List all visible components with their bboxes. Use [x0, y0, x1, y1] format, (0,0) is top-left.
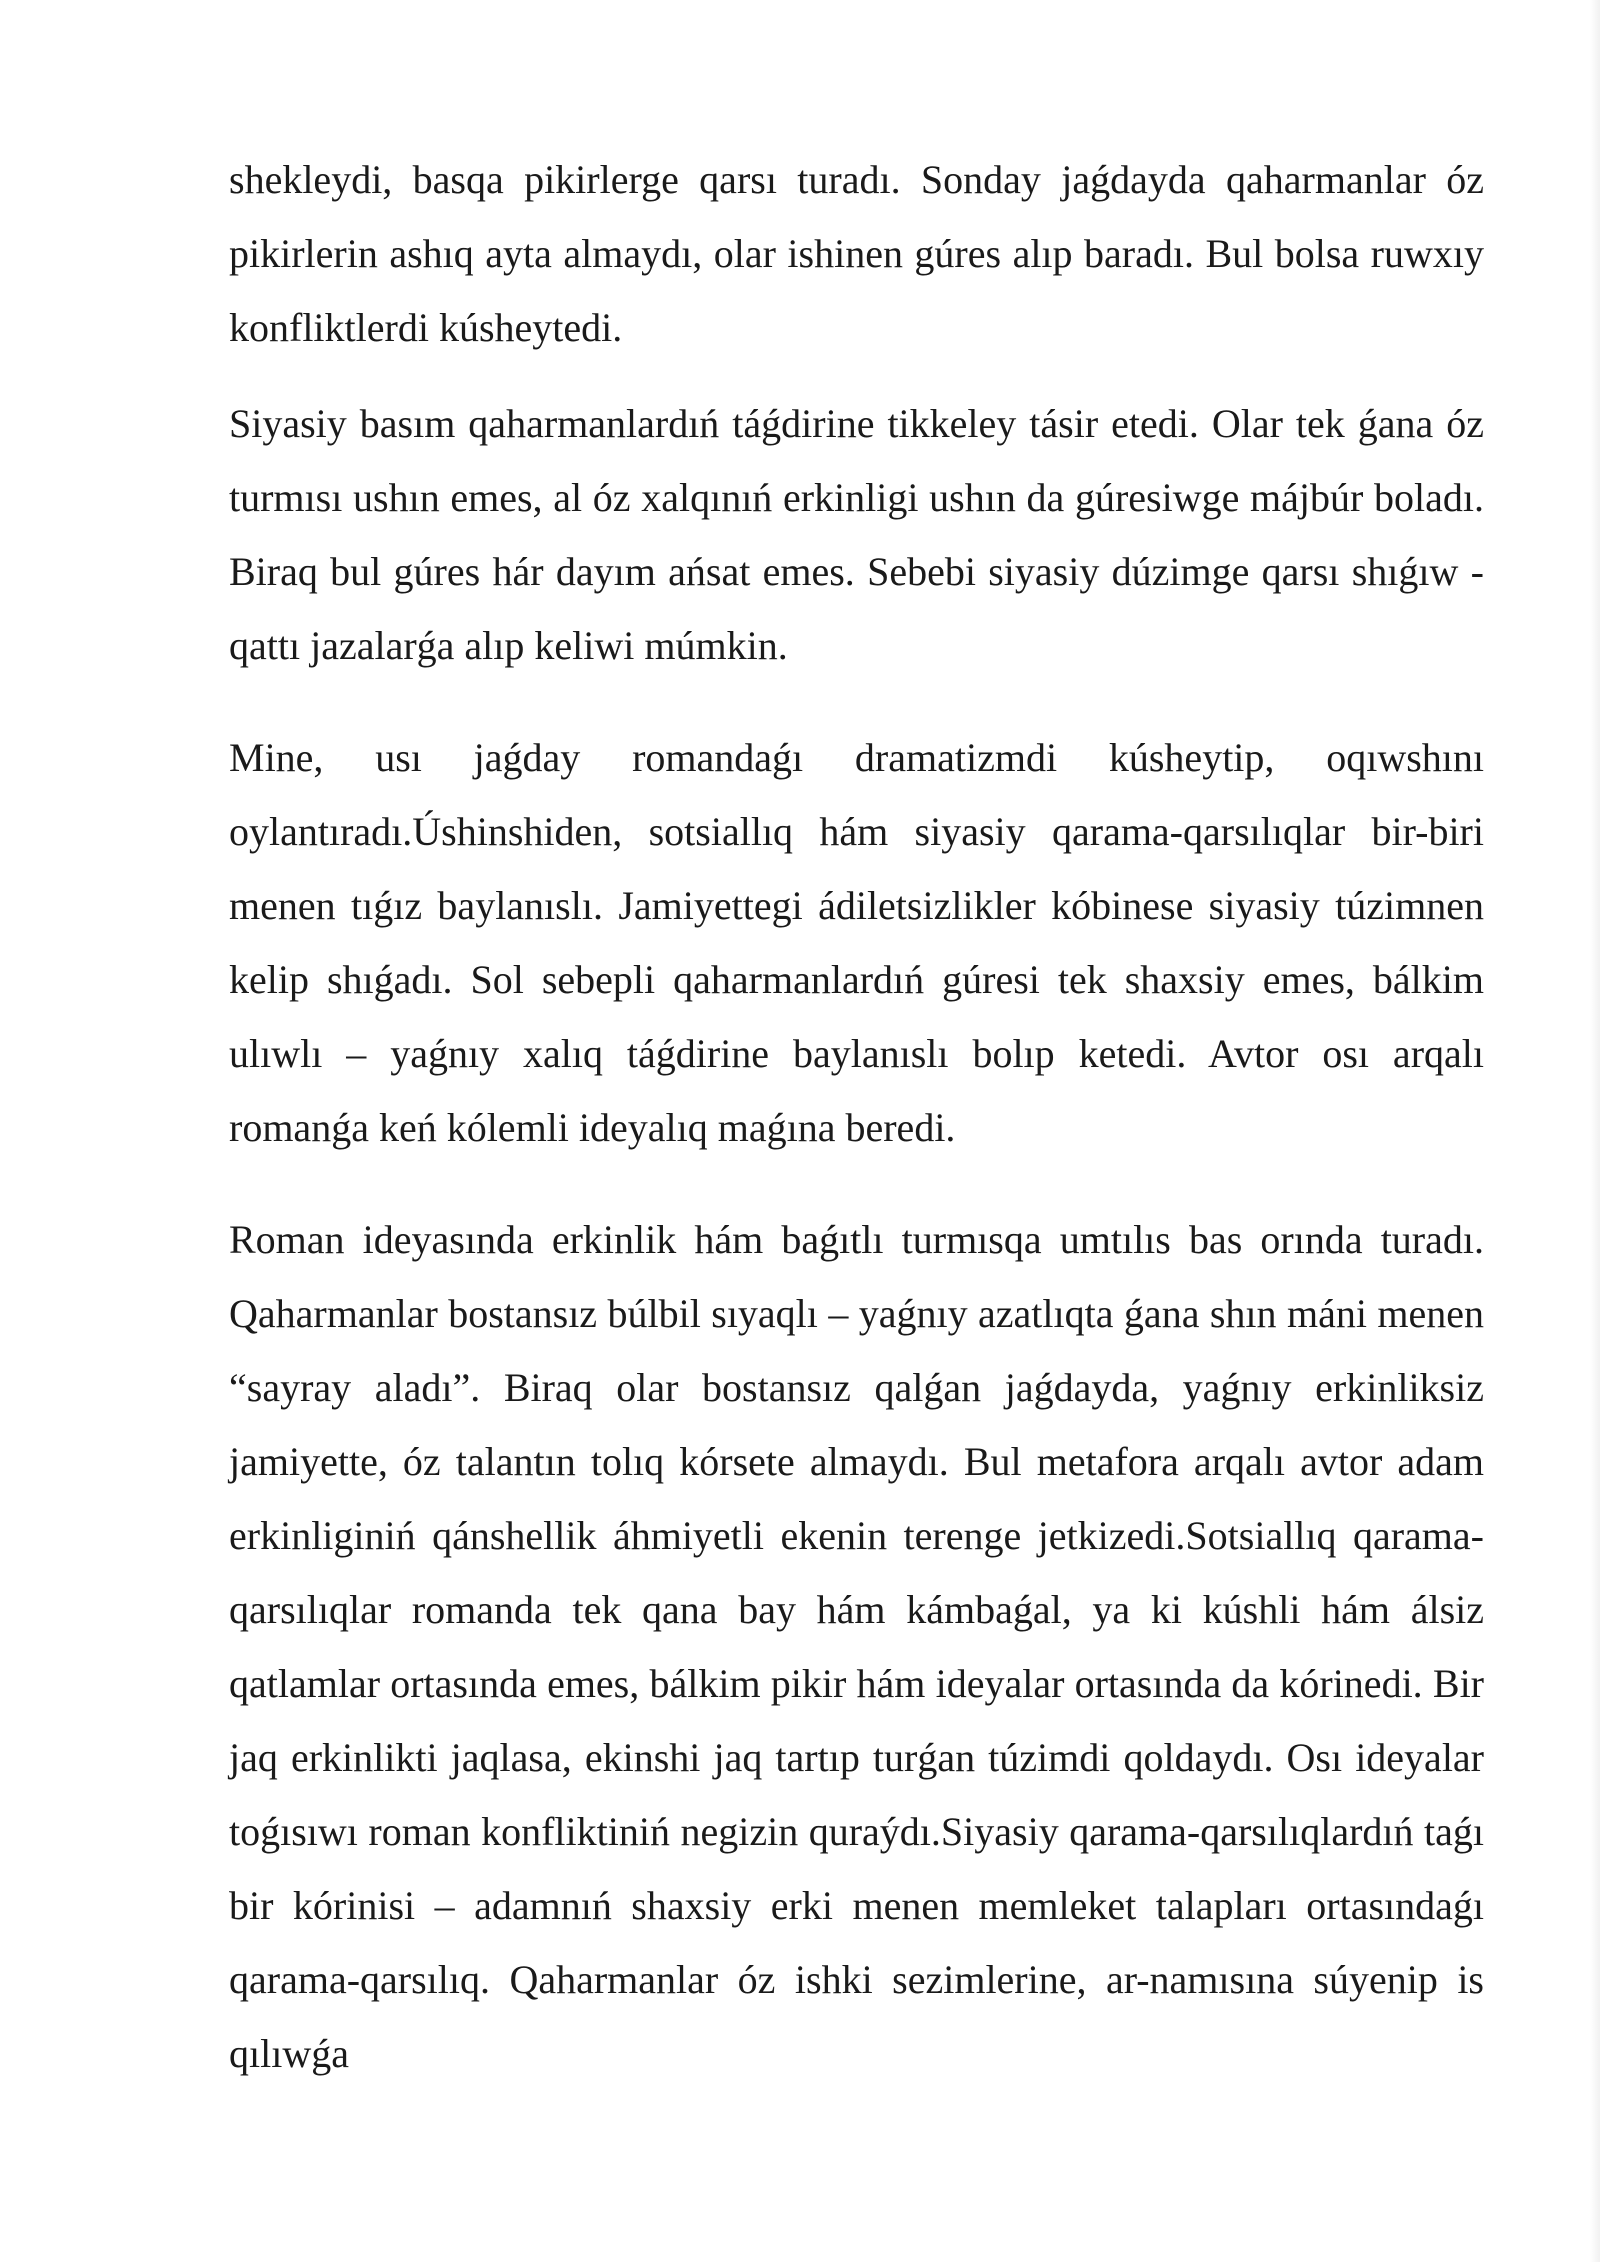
paragraph: Roman ideyasında erkinlik hám baǵıtlı turmısqa umtılıs bas orında turadı. Qaharmanlar bostansız búlbil sıyaqlı – yaǵnıy azatlıqta ǵana shın máni menen “sayray aladı”. Biraq olar bostansız qalǵan jaǵdayda, yaǵnıy erkinliksiz jamiyette, óz talantın tolıq kórsete almaydı. Bul metafora arqalı avtor adam erkinliginiń qánshellik áhmiyetli ekenin terenge jetkizedi.Sotsiallıq qarama-qarsılıqlar romanda tek qana bay hám kámbaǵal, ya ki kúshli hám álsiz qatlamlar ortasında emes, bálkim pikir hám ideyalar ortasında da kórinedi. Bir jaq erkinlikti jaqlasa, ekinshi jaq tartıp turǵan túzimdi qoldaydı. Osı ideyalar toǵısıwı roman konfliktiniń negizin quraýdı.Siyasiy qarama-qarsılıqlardıń taǵı bir kórinisi – adamnıń shaxsiy erki menen memleket talapları ortasındaǵı qarama-qarsılıq. Qaharmanlar óz ishki sezimlerine, ar-namısına súyenip is qılıwǵa: [229, 1217, 1484, 2076]
paragraph: Mine, usı jaǵday romandaǵı dramatizmdi kúsheytip, oqıwshını oylantıradı.Úshinshiden, sotsiallıq hám siyasiy qarama-qarsılıqlar bir-biri menen tıǵız baylanıslı. Jamiyettegi ádiletsizlikler kóbinese siyasiy túzimnen kelip shıǵadı. Sol sebepli qaharmanlardıń gúresi tek shaxsiy emes, bálkim ulıwlı – yaǵnıy xalıq táǵdirine baylanıslı bolıp ketedi. Avtor osı arqalı romanǵa keń kólemli ideyalıq maǵına beredi.: [229, 735, 1484, 1150]
page-edge-shadow: [1590, 0, 1600, 2262]
document-body: [229, 143, 1484, 2091]
paragraph: shekleydi, basqa pikirlerge qarsı turadı. Sonday jaǵdayda qaharmanlar óz pikirlerin ashıq ayta almaydı, olar ishinen gúres alıp baradı. Bul bolsa ruwxıy konfliktlerdi kúsheytedi.: [229, 157, 1484, 350]
paragraph: Siyasiy basım qaharmanlardıń táǵdirine tikkeley tásir etedi. Olar tek ǵana óz turmısı ushın emes, al óz xalqınıń erkinligi ushın da gúresiwge májbúr boladı. Biraq bul gúres hár dayım ańsat emes. Sebebi siyasiy dúzimge qarsı shıǵıw - qattı jazalarǵa alıp keliwi múmkin.: [229, 401, 1484, 668]
